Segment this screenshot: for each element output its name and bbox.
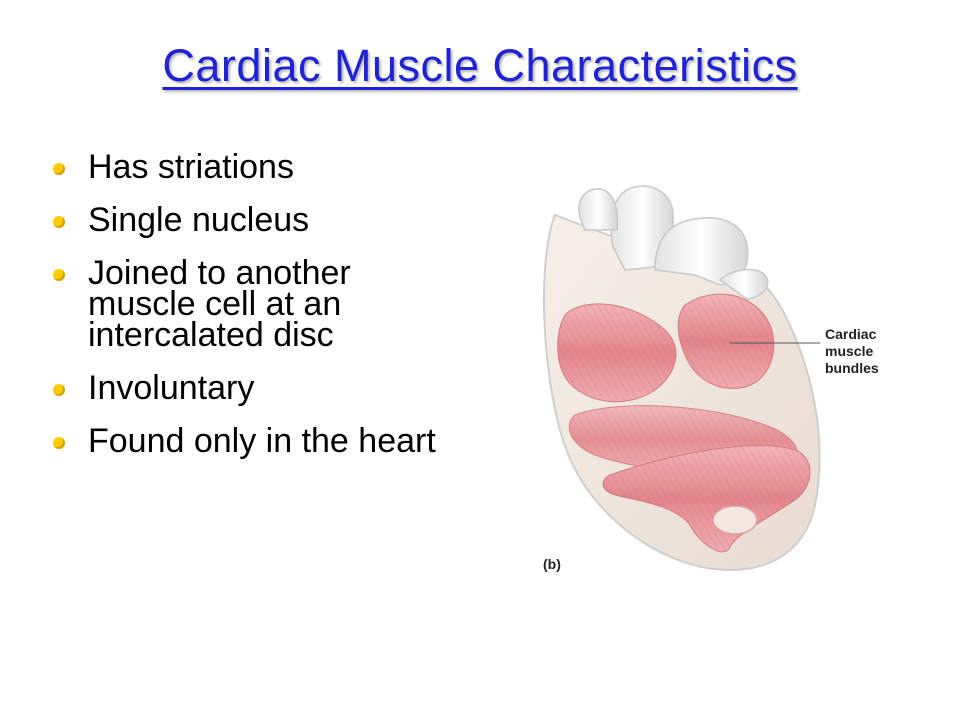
slide-title[interactable]: Cardiac Muscle Characteristics xyxy=(162,40,798,91)
bullet-dot-icon xyxy=(53,216,65,228)
vena-cava-vessel xyxy=(579,189,617,230)
bullet-item xyxy=(48,148,448,186)
bullet-item xyxy=(48,369,448,407)
label-bundles: bundles xyxy=(825,360,879,376)
bullet-text: Joined to another muscle cell at an intercalated disc xyxy=(88,254,351,354)
apex-loop xyxy=(713,506,757,534)
bullet-dot-icon xyxy=(53,163,65,175)
label-cardiac: Cardiac xyxy=(825,326,877,342)
bullet-text: Found only in the heart xyxy=(88,422,436,460)
bullet-item xyxy=(48,254,448,354)
heart-diagram xyxy=(515,175,910,585)
panel-letter: (b) xyxy=(543,556,561,572)
bullet-text: Has striations xyxy=(88,148,294,186)
bullet-dot-icon xyxy=(53,269,65,281)
heart-illustration xyxy=(515,175,910,585)
title-container xyxy=(0,40,960,92)
label-muscle: muscle xyxy=(825,343,874,359)
bullet-dot-icon xyxy=(53,437,65,449)
bullet-dot-icon xyxy=(53,384,65,396)
bullet-list xyxy=(48,148,448,479)
bullet-item xyxy=(48,201,448,239)
bullet-item xyxy=(48,422,448,460)
bullet-text: Involuntary xyxy=(88,369,255,407)
bullet-text: Single nucleus xyxy=(88,201,310,239)
